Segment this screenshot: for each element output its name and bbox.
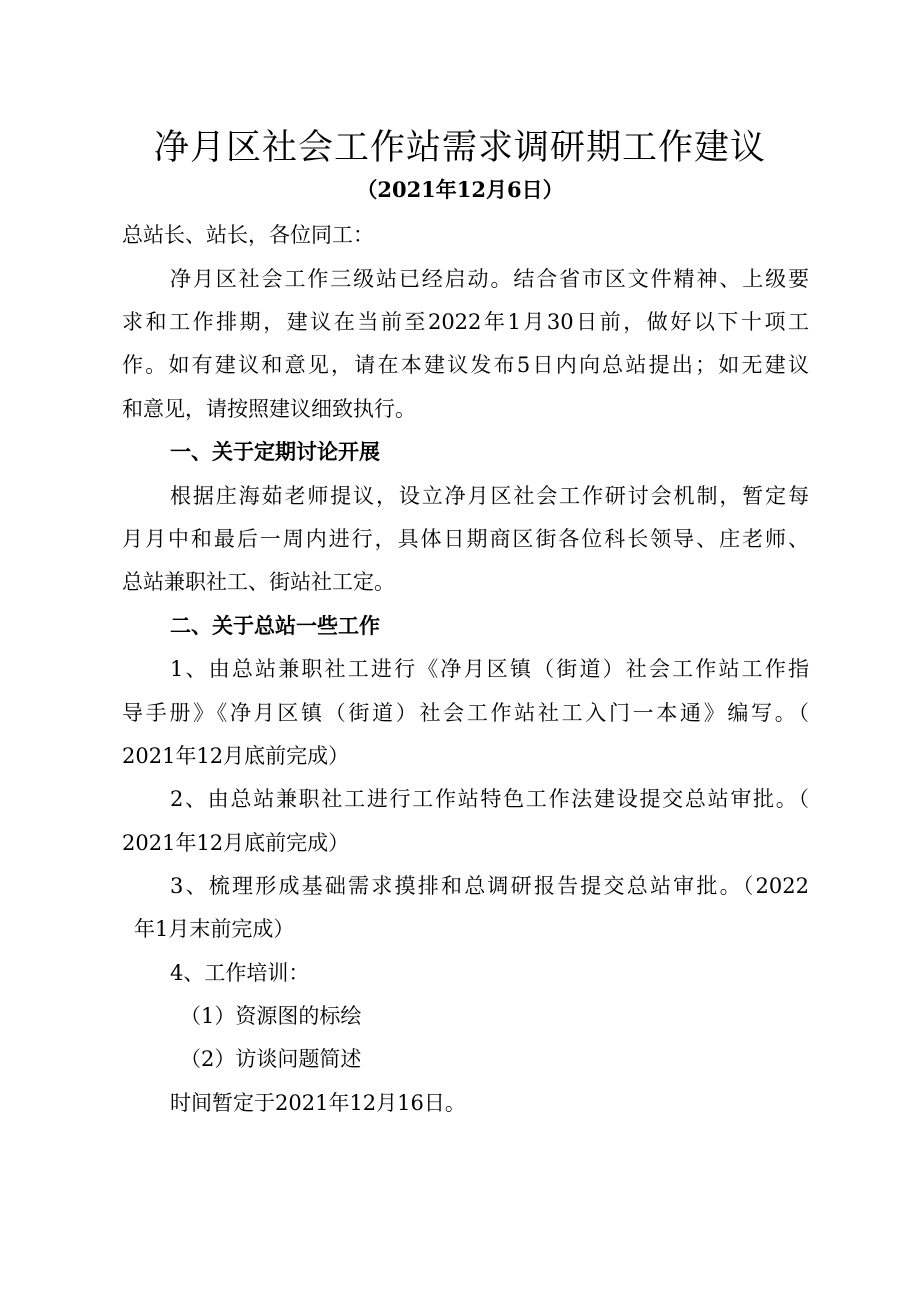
salutation: 总站长、站长，各位同工：: [122, 223, 374, 247]
section1-line: 根据庄海茹老师提议，设立净月区社会工作研讨会机制，暂定每: [170, 484, 809, 508]
item2-line: 2021年12月底前完成）: [122, 831, 350, 855]
item4-heading: 4、工作培训：: [170, 961, 310, 985]
item4-sub-item: （2）访谈问题简述: [180, 1047, 362, 1071]
item3-line: 年1月末前完成）: [134, 917, 295, 941]
intro-line: 净月区社会工作三级站已经启动。结合省市区文件精神、上级要: [170, 267, 809, 291]
item1-line: 1、由总站兼职社工进行《净月区镇（街道）社会工作站工作指: [170, 657, 809, 681]
item4-sub-item: （1）资源图的标绘: [180, 1004, 362, 1028]
section-heading-2: 二、关于总站一些工作: [170, 613, 380, 638]
item1-line: 2021年12月底前完成）: [122, 744, 350, 768]
item3-line: 3、梳理形成基础需求摸排和总调研报告提交总站审批。（2022: [170, 874, 809, 898]
section1-line: 月月中和最后一周内进行，具体日期商区街各位科长领导、庄老师、: [122, 527, 809, 551]
intro-line: 求和工作排期，建议在当前至2022年1月30日前，做好以下十项工: [122, 310, 809, 334]
item1-line: 导手册》《净月区镇（街道）社会工作站社工入门一本通》编写。（: [122, 701, 809, 725]
intro-line: 和意见，请按照建议细致执行。: [122, 397, 416, 421]
section1-line: 总站兼职社工、街站社工定。: [122, 570, 395, 594]
item2-line: 2、由总站兼职社工进行工作站特色工作法建设提交总站审批。（: [170, 787, 809, 811]
document-title: 净月区社会工作站需求调研期工作建议: [153, 128, 766, 168]
intro-line: 作。如有建议和意见，请在本建议发布5日内向总站提出；如无建议: [122, 353, 809, 377]
item4-time: 时间暂定于2021年12月16日。: [170, 1091, 466, 1115]
document-date: （2021年12月6日）: [356, 177, 564, 202]
section-heading-1: 一、关于定期讨论开展: [170, 439, 380, 464]
